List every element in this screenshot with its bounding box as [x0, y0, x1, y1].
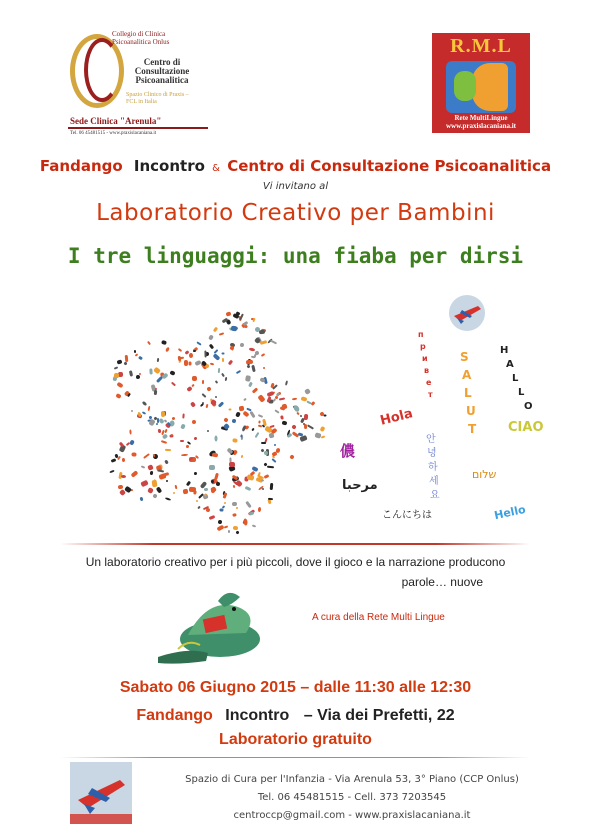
rml-subtitle-2: www.praxislacaniana.it	[445, 122, 516, 130]
logo-bar	[68, 127, 208, 129]
mosaic-piece	[258, 420, 260, 423]
mosaic-piece	[210, 362, 214, 365]
mosaic-piece	[192, 376, 197, 381]
mosaic-star-figure	[60, 290, 360, 540]
mosaic-piece	[258, 414, 263, 418]
mosaic-piece	[141, 465, 145, 468]
mosaic-piece	[236, 507, 238, 509]
mosaic-piece	[209, 465, 215, 470]
mosaic-piece	[165, 347, 170, 353]
mosaic-piece	[196, 341, 201, 345]
mosaic-piece	[267, 466, 274, 469]
organizer-centro: Centro di Consultazione Psicoanalitica	[227, 157, 552, 175]
rml-subtitle-1: Rete MultiLingue	[454, 114, 508, 122]
mosaic-piece	[210, 486, 217, 493]
mosaic-piece	[249, 411, 255, 419]
mosaic-piece	[263, 367, 265, 369]
mosaic-piece	[252, 387, 258, 393]
mosaic-piece	[239, 313, 244, 320]
collegio-logo	[68, 30, 208, 138]
mosaic-piece	[180, 423, 186, 429]
mosaic-piece	[140, 480, 148, 488]
mosaic-piece	[258, 507, 262, 512]
mosaic-piece	[250, 471, 256, 477]
logo-line-contacts: Tel. 06 45481515 - www.praxislacaniana.it	[70, 131, 157, 136]
organizer-incontro: Incontro	[133, 157, 205, 175]
mosaic-piece	[304, 424, 307, 429]
mosaic-piece	[156, 423, 159, 426]
mosaic-piece	[219, 508, 223, 511]
footer-divider	[60, 757, 530, 758]
greeting-ciao: CIAO	[508, 420, 544, 435]
invite-line: Vi invitano al	[262, 181, 329, 192]
mosaic-piece	[251, 428, 254, 432]
mosaic-piece	[280, 415, 284, 419]
event-venue	[0, 707, 591, 725]
mosaic-piece	[232, 513, 237, 517]
mosaic-piece	[293, 404, 301, 413]
mosaic-piece	[186, 445, 189, 448]
mosaic-piece	[152, 493, 157, 498]
mosaic-piece	[131, 470, 139, 478]
mosaic-piece	[208, 334, 214, 340]
organizer-fandango: Fandango	[39, 157, 123, 175]
mosaic-piece	[152, 480, 158, 488]
mosaic-piece	[147, 464, 154, 471]
mosaic-piece	[143, 453, 150, 459]
mosaic-piece	[292, 398, 297, 401]
mosaic-piece	[209, 344, 214, 350]
mosaic-piece	[228, 360, 233, 366]
mosaic-piece	[235, 480, 243, 488]
mosaic-piece	[206, 386, 211, 391]
mosaic-piece	[246, 360, 253, 364]
mosaic-piece	[148, 419, 155, 427]
mosaic-piece	[114, 373, 119, 378]
mosaic-piece	[178, 356, 182, 361]
mosaic-piece	[115, 393, 121, 399]
greeting-shalom: שלום	[472, 468, 497, 481]
mosaic-piece	[215, 396, 218, 399]
mosaic-piece	[225, 377, 228, 381]
mosaic-piece	[184, 360, 188, 366]
artwork	[60, 290, 544, 540]
mosaic-piece	[245, 486, 252, 491]
organizer-amp: &	[212, 163, 220, 174]
event-free: Laboratorio gratuito	[219, 731, 372, 748]
mosaic-piece	[248, 382, 253, 388]
mosaic-piece	[142, 401, 148, 407]
mosaic-piece	[235, 411, 241, 417]
mosaic-piece	[109, 470, 114, 474]
mosaic-piece	[156, 486, 163, 493]
mosaic-piece	[127, 393, 131, 397]
airplane-icon	[448, 294, 486, 332]
mosaic-piece	[307, 424, 314, 429]
mosaic-piece	[306, 400, 311, 404]
mosaic-piece	[222, 505, 226, 508]
mosaic-piece	[129, 429, 131, 434]
mosaic-piece	[186, 481, 191, 487]
mosaic-piece	[222, 358, 224, 362]
mosaic-piece	[228, 408, 231, 410]
mosaic-piece	[221, 352, 224, 354]
greeting-marhaba: مرحبا	[342, 478, 378, 493]
mosaic-piece	[216, 482, 221, 487]
mosaic-piece	[252, 524, 256, 527]
mosaic-piece	[142, 411, 146, 415]
greeting-nihao: 儂	[340, 442, 356, 460]
mosaic-piece	[271, 451, 277, 457]
page-subtitle: I tre linguaggi: una fiaba per dirsi	[67, 244, 524, 268]
mosaic-piece	[206, 404, 209, 408]
mosaic-piece	[235, 530, 239, 534]
greeting-hola: Hola	[378, 406, 415, 429]
event-date-time: Sabato 06 Giugno 2015 – dalle 11:30 alle 12:30	[119, 679, 472, 696]
mosaic-piece	[161, 411, 165, 417]
mosaic-piece	[275, 396, 279, 400]
logo-line-sede: Sede Clinica "Arenula"	[70, 116, 162, 126]
rml-face-orange	[472, 63, 508, 111]
mosaic-piece	[274, 444, 276, 446]
mosaic-piece	[270, 483, 274, 490]
mosaic-piece	[140, 497, 144, 502]
mosaic-piece	[204, 488, 208, 492]
mosaic-piece	[321, 435, 325, 438]
page-title: Laboratorio Creativo per Bambini	[96, 200, 495, 226]
mosaic-piece	[289, 454, 295, 460]
mosaic-piece	[223, 492, 228, 499]
mosaic-piece	[252, 318, 255, 322]
greeting-russian: п р и в е т	[418, 330, 433, 399]
mosaic-piece	[213, 327, 218, 333]
mosaic-piece	[194, 437, 198, 441]
logo-line-centro: Centro di Consultazione Psicoanalitica	[134, 57, 190, 85]
mosaic-piece	[196, 500, 199, 503]
mosaic-piece	[182, 413, 184, 418]
mosaic-piece	[261, 353, 265, 357]
mosaic-piece	[232, 502, 237, 506]
mosaic-piece	[161, 440, 167, 444]
mosaic-piece	[223, 417, 229, 423]
greeting-korean: 안 녕 하 세 요	[426, 434, 440, 501]
mosaic-piece	[280, 406, 286, 411]
mosaic-piece	[121, 475, 126, 478]
mosaic-piece	[147, 487, 154, 494]
logo-line-spazio: Spazio Clinico di Praxis – FCL in Italia	[126, 92, 189, 105]
mosaic-piece	[224, 525, 228, 528]
mosaic-piece	[188, 361, 191, 365]
mosaic-piece	[165, 449, 171, 451]
mosaic-piece	[157, 358, 160, 362]
mosaic-piece	[260, 340, 268, 345]
mosaic-piece	[274, 409, 279, 413]
mosaic-piece	[181, 454, 188, 457]
mosaic-piece	[291, 424, 297, 430]
description-line-2-wrap	[0, 575, 591, 589]
mosaic-piece	[262, 488, 264, 490]
mosaic-piece	[255, 432, 260, 438]
mosaic-piece	[190, 401, 196, 407]
mosaic-piece	[154, 390, 158, 395]
mosaic-piece	[243, 518, 248, 525]
mosaic-piece	[221, 373, 225, 377]
mosaic-piece	[229, 462, 235, 467]
mosaic-piece	[134, 350, 136, 353]
greeting-konnichiwa: こんにちは	[382, 510, 432, 521]
mosaic-piece	[233, 485, 236, 488]
mosaic-piece	[193, 490, 197, 494]
mosaic-piece	[219, 332, 224, 335]
mosaic-piece	[215, 380, 218, 384]
mosaic-piece	[320, 426, 326, 432]
divider	[60, 543, 530, 545]
mosaic-piece	[114, 366, 118, 369]
venue-incontro: Incontro	[225, 707, 290, 724]
mosaic-piece	[258, 425, 262, 428]
footer-address: Spazio di Cura per l'Infanzia - Via Arenula 53, 3° Piano (CCP Onlus)	[185, 774, 519, 785]
mosaic-piece	[214, 435, 217, 441]
mosaic-piece	[229, 345, 234, 350]
mosaic-piece	[131, 452, 136, 456]
logo-ring-inner	[84, 38, 120, 102]
mosaic-piece	[246, 364, 250, 368]
mosaic-piece	[149, 368, 152, 374]
mosaic-piece	[123, 361, 127, 365]
mosaic-piece	[194, 472, 197, 475]
venue-address: – Via dei Prefetti, 22	[303, 707, 455, 724]
mosaic-piece	[214, 473, 219, 481]
mosaic-piece	[241, 455, 244, 458]
curated-by: A cura della Rete Multi Lingue	[312, 612, 445, 623]
greeting-hello: Hello	[492, 502, 527, 523]
dragon-illustration	[148, 587, 278, 667]
mosaic-piece	[136, 375, 140, 379]
mosaic-piece	[117, 456, 121, 460]
mosaic-piece	[173, 492, 175, 494]
mosaic-piece	[189, 353, 193, 358]
mosaic-piece	[245, 501, 252, 508]
mosaic-piece	[242, 411, 249, 418]
mosaic-piece	[304, 388, 311, 395]
mosaic-piece	[129, 370, 133, 376]
mosaic-piece	[117, 359, 123, 364]
mosaic-piece	[231, 326, 238, 332]
mosaic-piece	[156, 376, 163, 383]
mosaic-piece	[178, 348, 182, 352]
mosaic-piece	[158, 473, 166, 480]
mosaic-piece	[201, 393, 206, 398]
mosaic-piece	[139, 373, 141, 375]
mosaic-piece	[236, 370, 241, 374]
mosaic-piece	[191, 384, 195, 388]
mosaic-piece	[232, 438, 238, 443]
mosaic-piece	[138, 356, 143, 361]
mosaic-piece	[257, 394, 265, 403]
mosaic-piece	[147, 341, 151, 345]
mosaic-piece	[218, 401, 224, 407]
mosaic-piece	[180, 440, 184, 442]
rml-logo	[432, 33, 530, 133]
rml-title: R.M.L	[450, 35, 512, 57]
mosaic-piece	[183, 489, 189, 495]
mosaic-piece	[226, 311, 232, 316]
mosaic-piece	[228, 530, 230, 533]
mosaic-piece	[213, 353, 221, 361]
mosaic-piece	[212, 452, 219, 457]
mosaic-piece	[264, 474, 270, 479]
mosaic-piece	[218, 368, 221, 373]
mosaic-piece	[251, 365, 255, 372]
mosaic-piece	[279, 397, 285, 400]
mosaic-piece	[150, 471, 154, 475]
mosaic-piece	[169, 370, 175, 376]
mosaic-piece	[131, 410, 133, 412]
mosaic-piece	[122, 458, 125, 462]
mosaic-piece	[165, 497, 171, 501]
mosaic-piece	[232, 419, 237, 424]
rml-subtitle	[432, 114, 530, 130]
mosaic-piece	[209, 515, 216, 520]
mosaic-piece	[261, 442, 266, 444]
mosaic-piece	[224, 502, 226, 504]
mosaic-piece	[240, 343, 245, 348]
greeting-hallo: H A L L O	[500, 345, 533, 412]
footer-phone: Tel. 06 45481515 - Cell. 373 7203545	[257, 792, 447, 803]
mosaic-piece	[271, 458, 276, 463]
description-line-1: Un laboratorio creativo per i più piccoli, dove il gioco e la narrazione producono	[85, 555, 506, 569]
mosaic-piece	[243, 398, 247, 401]
mosaic-piece	[148, 406, 151, 411]
mosaic-piece	[164, 429, 167, 433]
mosaic-piece	[268, 432, 274, 438]
mosaic-piece	[161, 340, 167, 345]
mosaic-piece	[254, 350, 259, 355]
greeting-salut: S A L U T	[460, 350, 477, 436]
mosaic-piece	[299, 435, 307, 442]
mosaic-piece	[204, 350, 206, 357]
mosaic-piece	[233, 526, 238, 531]
mosaic-piece	[197, 506, 200, 510]
mosaic-piece	[158, 469, 164, 472]
mosaic-piece	[270, 339, 277, 344]
mosaic-piece	[207, 430, 209, 432]
mosaic-piece	[200, 403, 204, 407]
description-line-2: parole… nuove	[401, 575, 483, 589]
rml-face-green	[454, 71, 476, 101]
mosaic-piece	[192, 420, 196, 424]
mosaic-piece	[116, 382, 123, 389]
mosaic-piece	[282, 420, 288, 425]
footer-contacts: centroccp@gmail.com - www.praxislacaniana.it	[233, 810, 471, 821]
mosaic-piece	[285, 380, 288, 385]
mosaic-piece	[186, 386, 192, 392]
mosaic-piece	[166, 480, 169, 483]
venue-fandango: Fandango	[136, 707, 213, 724]
mosaic-piece	[193, 350, 196, 352]
mosaic-piece	[218, 520, 223, 525]
mosaic-piece	[171, 382, 176, 387]
mosaic-piece	[202, 380, 204, 384]
mosaic-piece	[164, 460, 169, 465]
mosaic-piece	[268, 498, 273, 500]
mosaic-piece	[126, 442, 130, 446]
logo-line-collegio: Collegio di Clinica Psicoanalitica Onlus	[112, 30, 170, 46]
ccp-airplane-logo	[70, 762, 132, 824]
mosaic-piece	[249, 511, 255, 515]
organizers-line	[0, 157, 591, 175]
mosaic-piece	[111, 458, 117, 463]
mosaic-piece	[175, 485, 178, 489]
